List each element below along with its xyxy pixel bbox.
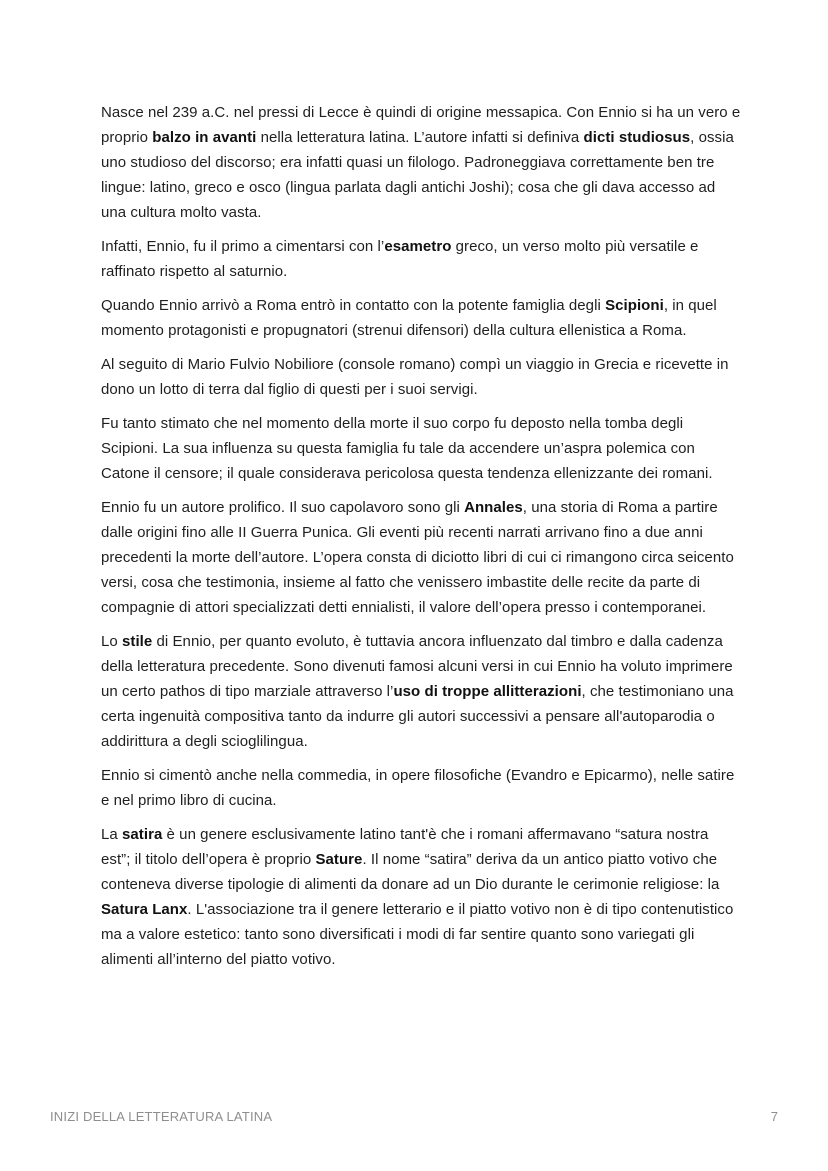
text-run: di Ennio, per quanto evoluto, è tuttavia ancora influenzato dal timbro e dalla cadenza della letteratura precedente. Sono divenuti famosi alcuni versi in cui Ennio ha voluto imprimere un certo pathos di tipo marziale attraverso l’ (101, 633, 733, 700)
text-run: Quando Ennio arrivò a Roma entrò in contatto con la potente famiglia degli (101, 297, 606, 314)
document-body (101, 100, 741, 981)
text-run: Lo (101, 633, 123, 650)
page-number: 7 (770, 1109, 778, 1124)
paragraph (101, 411, 741, 486)
text-run: . Il nome “satira” deriva da un antico piatto votivo che conteneva diverse tipologie di alimenti da donare ad un Dio durante le cerimonie religiose: la (101, 851, 720, 893)
text-run: nella letteratura latina. L’autore infatti si definiva (256, 129, 584, 146)
paragraph (101, 763, 741, 813)
paragraph (101, 234, 741, 284)
text-run: Ennio fu un autore prolifico. Il suo capolavoro sono gli (101, 499, 465, 516)
text-run: , una storia di Roma a partire dalle origini fino alle II Guerra Punica. Gli eventi più recenti narrati arrivano fino a due anni precedenti la morte dell’autore. L’opera consta di diciotto libri di cui ci rimangono circa seicento versi, cosa che testimonia, insieme al fatto che venissero imbastite delle recite da parte di compagnie di attori specializzati detti ennialisti, il valore dell’opera presso i contemporanei. (101, 499, 734, 616)
text-run: Fu tanto stimato che nel momento della morte il suo corpo fu deposto nella tomba degli Scipioni. La sua influenza su questa famiglia fu tale da accendere un’aspra polemica con Catone il censore; il quale considerava pericolosa questa tendenza ellenizzante dei romani. (101, 415, 713, 482)
text-run: , ossia uno studioso del discorso; era infatti quasi un filologo. Padroneggiava correttamente ben tre lingue: latino, greco e osco (lingua parlata dagli antichi Joshi); cosa che gli dava accesso ad una cultura molto vasta. (101, 129, 734, 221)
text-run: è un genere esclusivamente latino tant'è che i romani affermavano “satura nostra est”; il titolo dell’opera è proprio (101, 826, 709, 868)
bold-term: balzo in avanti (152, 129, 257, 146)
paragraph (101, 629, 741, 754)
bold-term: stile (122, 633, 153, 650)
bold-term: uso di troppe allitterazioni (393, 683, 582, 700)
paragraph (101, 293, 741, 343)
bold-term: Annales (464, 499, 523, 516)
text-run: , in quel momento protagonisti e propugnatori (strenui difensori) della cultura ellenistica a Roma. (101, 297, 717, 339)
text-run: Al seguito di Mario Fulvio Nobiliore (console romano) compì un viaggio in Grecia e ricevette in dono un lotto di terra dal figlio di questi per i suoi servigi. (101, 356, 729, 398)
bold-term: esametro (384, 238, 452, 255)
bold-term: Sature (315, 851, 363, 868)
bold-term: Satura Lanx (101, 901, 188, 918)
bold-term: Scipioni (605, 297, 664, 314)
text-run: Nasce nel 239 a.C. nel pressi di Lecce è quindi di origine messapica. Con Ennio si ha un vero e proprio (101, 104, 741, 146)
text-run: Ennio si cimentò anche nella commedia, in opere filosofiche (Evandro e Epicarmo), nelle satire e nel primo libro di cucina. (101, 767, 735, 809)
text-run: , che testimoniano una certa ingenuità compositiva tanto da indurre gli autori successivi a pensare all'autoparodia o addirittura a degli scioglilingua. (101, 683, 734, 750)
paragraph (101, 822, 741, 972)
bold-term: satira (122, 826, 163, 843)
text-run: Infatti, Ennio, fu il primo a cimentarsi con l’ (101, 238, 385, 255)
text-run: . L'associazione tra il genere letterario e il piatto votivo non è di tipo contenutistico ma a valore estetico: tanto sono diversificati i modi di far sentire quanto sono variegati gli alimenti all’interno del piatto votivo. (101, 901, 734, 968)
paragraph (101, 352, 741, 402)
paragraph (101, 100, 741, 225)
bold-term: dicti studiosus (583, 129, 691, 146)
footer-title: INIZI DELLA LETTERATURA LATINA (50, 1109, 273, 1124)
paragraph (101, 495, 741, 620)
text-run: La (101, 826, 123, 843)
text-run: greco, un verso molto più versatile e raffinato rispetto al saturnio. (101, 238, 699, 280)
